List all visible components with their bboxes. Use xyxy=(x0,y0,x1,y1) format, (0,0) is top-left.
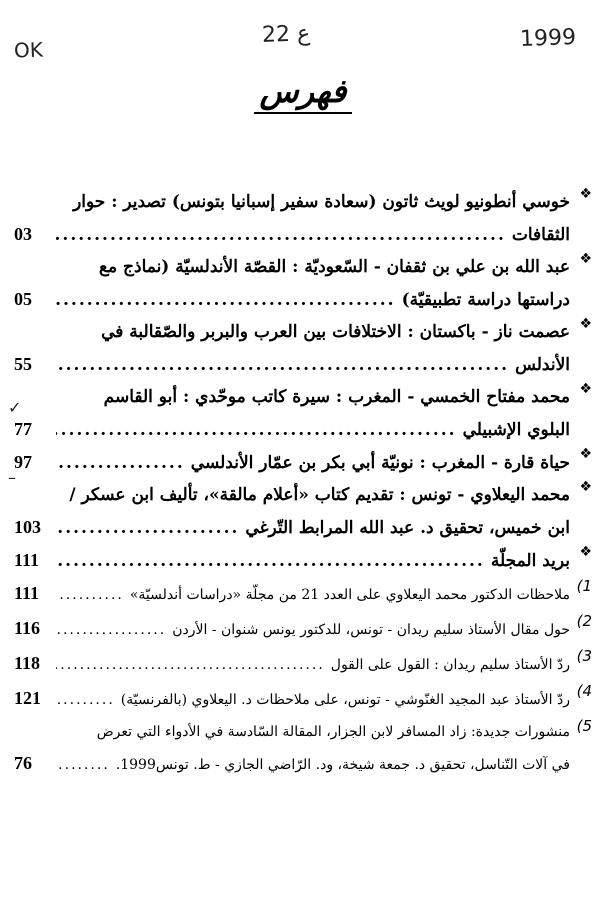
handwritten-ok-note: OK xyxy=(13,37,44,63)
entry-last-line: ردّ الأستاذ عبد المجيد الغنّوشي - تونس، على ملاحظات د. اليعلاوي (بالفرنسيّة) xyxy=(120,692,570,708)
sub-entry xyxy=(14,717,592,782)
page-number: 103 xyxy=(14,517,41,537)
entry-last-line: بريد المجلّة xyxy=(490,551,570,571)
sub-entry xyxy=(14,612,592,647)
dot-leader xyxy=(56,684,115,717)
toc-entry xyxy=(14,316,592,381)
sub-entry-number: 2) xyxy=(576,612,592,630)
dot-leader xyxy=(56,447,185,479)
toc-entry xyxy=(14,446,592,479)
entry-leader-row xyxy=(14,218,592,251)
entry-leader-row xyxy=(14,511,592,544)
entry-leader-row xyxy=(14,413,592,446)
toc-entry xyxy=(14,544,592,577)
pen-tick-mark: ✓ xyxy=(8,398,22,417)
entry-last-line: الأندلس xyxy=(515,355,570,375)
page-number: 118 xyxy=(14,653,41,673)
dot-leader xyxy=(56,649,325,682)
entry-last-line: حول مقال الأستاذ سليم ريدان - تونس، للدكتور يونس شنوان - الأردن xyxy=(172,622,570,638)
entry-leader-row xyxy=(14,747,592,782)
bullet-icon: ❖ xyxy=(579,446,592,462)
page-number: 05 xyxy=(14,289,32,309)
bullet-icon: ❖ xyxy=(579,316,592,332)
entry-last-line: ابن خميس، تحقيق د. عبد الله المرابط التّرغي xyxy=(245,518,570,538)
entry-last-line: في آلات التّناسل، تحقيق د. جمعة شيخة، ود. الرّاضي الجازي - ط. تونس1999. xyxy=(115,757,570,773)
page-number: 116 xyxy=(14,618,41,638)
entry-leader-row xyxy=(14,446,592,479)
page-number: 55 xyxy=(14,354,32,374)
entry-leader-row xyxy=(14,283,592,316)
sub-entry xyxy=(14,682,592,717)
bullet-icon: ❖ xyxy=(579,544,592,560)
sub-entry xyxy=(14,647,592,682)
entry-leader-row xyxy=(14,544,592,577)
toc-entry xyxy=(14,479,592,544)
entry-leader-row xyxy=(14,647,592,682)
toc-entry xyxy=(14,251,592,316)
sub-entry xyxy=(14,577,592,612)
entry-line: عبد الله بن علي بن ثقفان - السّعوديّة : القصّة الأندلسيّة (نماذج مع xyxy=(98,257,570,277)
page-number: 111 xyxy=(14,583,40,603)
page-number: 97 xyxy=(14,452,32,472)
entry-last-line: الثقافات xyxy=(511,225,570,245)
entry-last-line: البلوي الإشبيلي xyxy=(462,420,570,440)
pen-dash-mark: – xyxy=(8,468,16,487)
entry-last-line: دراستها دراسة تطبيقيّة) xyxy=(401,290,570,310)
dot-leader xyxy=(56,749,110,782)
entry-line: محمد مفتاح الخمسي - المغرب : سيرة كاتب موحّدي : أبو القاسم xyxy=(103,387,570,407)
dot-leader xyxy=(56,614,166,647)
handwritten-year: 1999 xyxy=(519,25,577,52)
title-text: فهرس xyxy=(254,72,353,114)
sub-entry-number: 3) xyxy=(576,647,592,665)
handwritten-issue-number: 22 ع xyxy=(261,21,311,48)
entry-last-line: حياة قارة - المغرب : نونيّة أبي بكر بن عمّار الأندلسي xyxy=(190,453,570,473)
dot-leader xyxy=(56,545,485,577)
bullet-icon: ❖ xyxy=(579,186,592,202)
entry-last-line: ردّ الأستاذ سليم ريدان : القول على القول xyxy=(330,657,570,673)
bullet-icon: ❖ xyxy=(579,381,592,397)
toc-entry xyxy=(14,381,592,446)
bullet-icon: ❖ xyxy=(579,479,592,495)
entry-leader-row xyxy=(14,348,592,381)
dot-leader xyxy=(56,349,509,381)
sub-entry-number: 4) xyxy=(576,682,592,700)
entry-line: محمد اليعلاوي - تونس : تقديم كتاب «أعلام مالقة»، تأليف ابن عسكر / xyxy=(69,485,570,505)
sub-entry-number: 5) xyxy=(576,717,592,735)
dot-leader xyxy=(56,414,457,446)
entry-line: عصمت ناز - باكستان : الاختلافات بين العرب والبربر والصّقالبة في xyxy=(101,322,570,342)
entry-leader-row xyxy=(14,682,592,717)
dot-leader xyxy=(56,512,239,544)
entry-line: منشورات جديدة: زاد المسافر لابن الجزار، المقالة السّادسة في الأدواء التي تعرض xyxy=(96,724,570,740)
page-number: 03 xyxy=(14,224,32,244)
dot-leader xyxy=(56,579,124,612)
table-of-contents xyxy=(14,186,592,782)
page-number: 76 xyxy=(14,753,32,773)
entry-leader-row xyxy=(14,612,592,647)
sub-entry-number: 1) xyxy=(576,577,592,595)
entry-line: خوسي أنطونيو لويث ثاتون (سعادة سفير إسبانيا بتونس) تصدير : حوار xyxy=(73,192,570,212)
dot-leader xyxy=(56,284,396,316)
page-number: 77 xyxy=(14,419,32,439)
page-number: 111 xyxy=(14,550,40,570)
entry-last-line: ملاحظات الدكتور محمد اليعلاوي على العدد 21 من مجلّة «دراسات أندلسيّة» xyxy=(129,587,570,603)
bullet-icon: ❖ xyxy=(579,251,592,267)
toc-entry xyxy=(14,186,592,251)
entry-leader-row xyxy=(14,577,592,612)
dot-leader xyxy=(56,219,506,251)
page-title xyxy=(0,72,606,114)
page-number: 121 xyxy=(14,688,41,708)
